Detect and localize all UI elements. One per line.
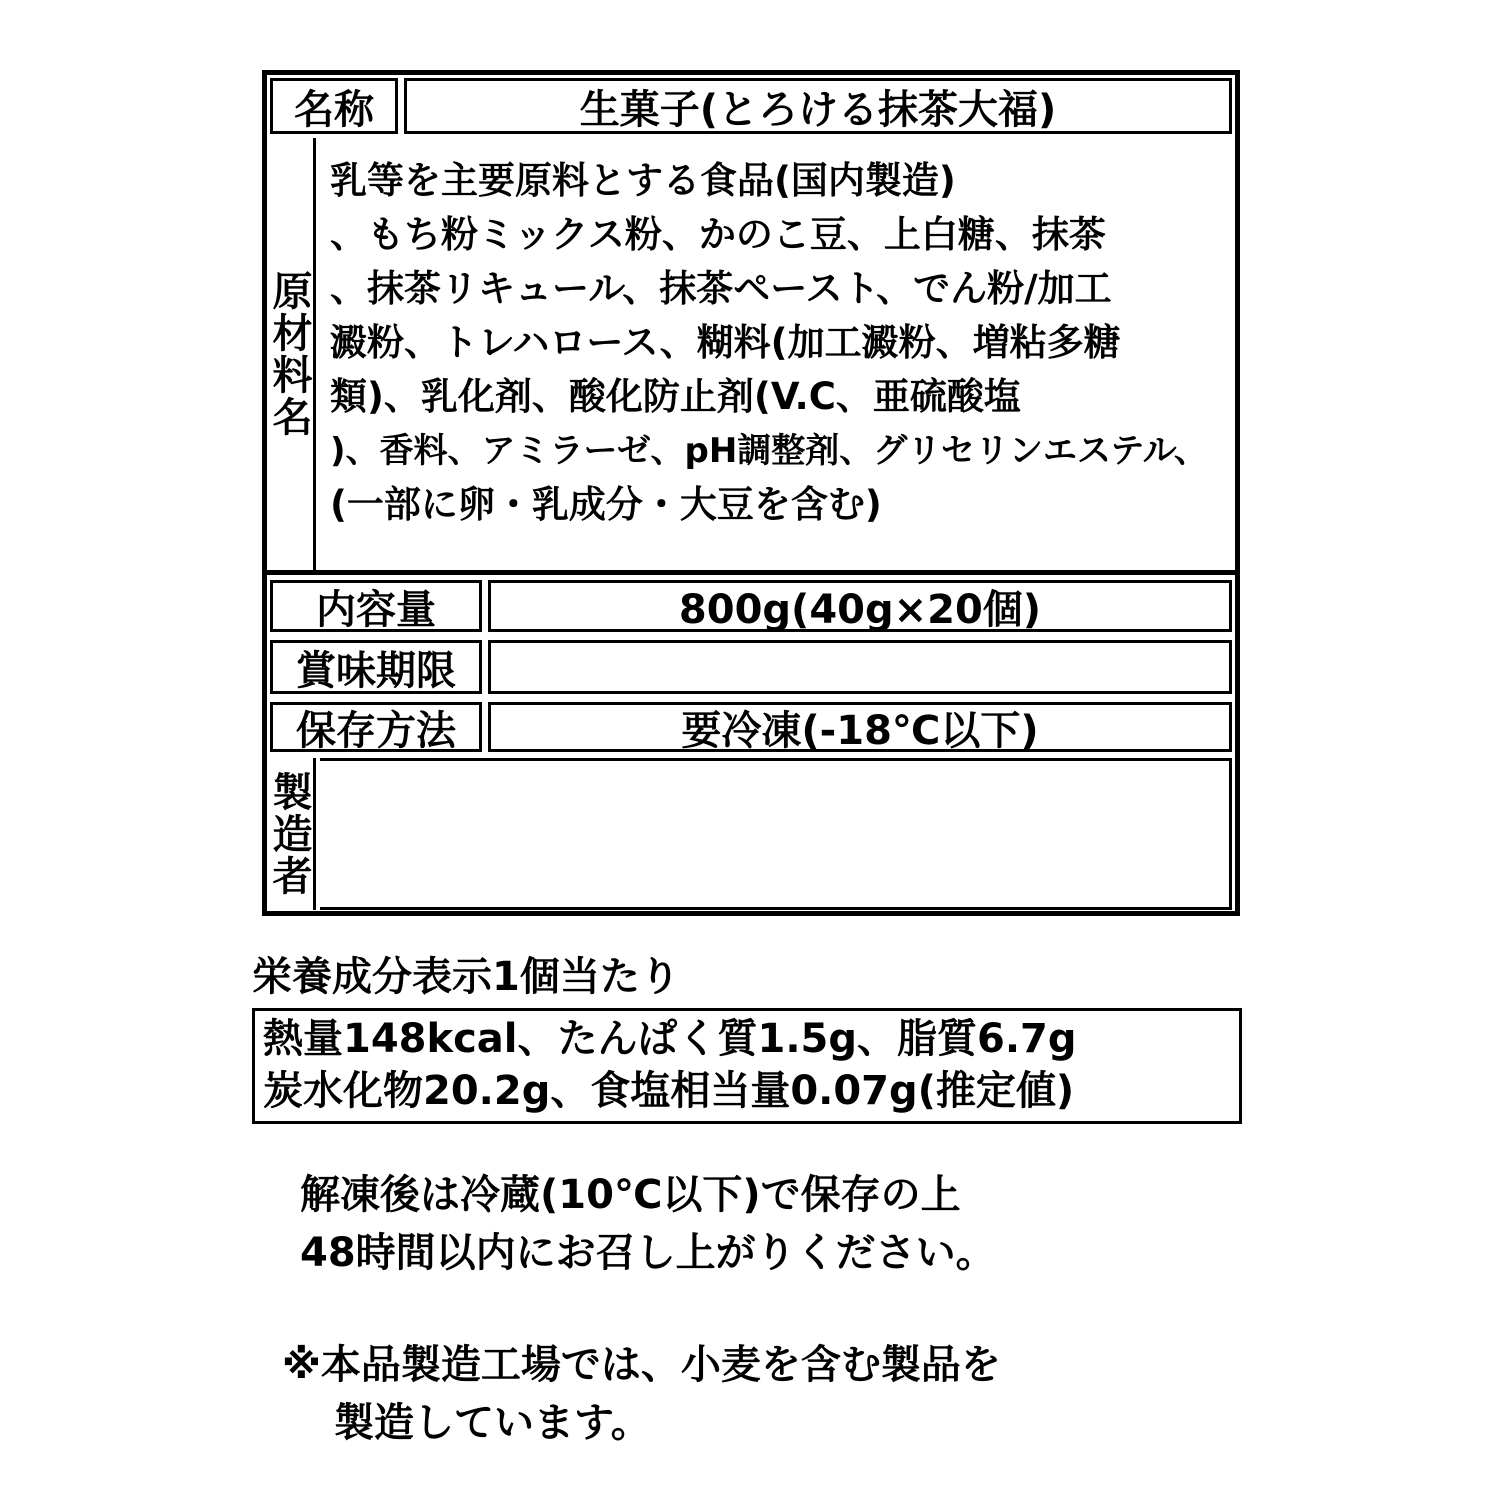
nutrition-line: 熱量148kcal、たんぱく質1.5g、脂質6.7g (263, 1016, 1077, 1062)
ingredients-line: 類)、乳化剤、酸化防止剤(V.C、亜硫酸塩 (330, 375, 1021, 418)
ingredients-line: (一部に卵・乳成分・大豆を含む) (330, 483, 882, 526)
allergen-note (282, 1336, 1001, 1452)
best-before-value (488, 640, 1232, 694)
allergen-note-line: 製造しています。 (334, 1400, 651, 1446)
storage-value: 要冷凍(-18℃以下) (488, 702, 1232, 752)
allergen-note-line: ※本品製造工場では、小麦を含む製品を (282, 1342, 1001, 1388)
manufacturer-value (320, 758, 1232, 910)
nutrition-title: 栄養成分表示1個当たり (252, 954, 680, 1000)
name-value: 生菓子(とろける抹茶大福) (404, 78, 1232, 134)
name-label: 名称 (270, 78, 398, 134)
ingredients-label: 原材料名 (266, 270, 312, 438)
thaw-note-line: 解凍後は冷蔵(10℃以下)で保存の上 (300, 1172, 961, 1218)
nutrition-line: 炭水化物20.2g、食塩相当量0.07g(推定値) (263, 1068, 1075, 1114)
best-before-label: 賞味期限 (270, 640, 482, 694)
manufacturer-label-cell (266, 758, 316, 910)
ingredients-label-cell (266, 138, 316, 570)
content-label: 内容量 (270, 580, 482, 632)
ingredients-line: 、抹茶リキュール、抹茶ペースト、でん粉/加工 (330, 267, 1112, 310)
content-value: 800g(40g×20個) (488, 580, 1232, 632)
ingredients-line: 乳等を主要原料とする食品(国内製造) (330, 159, 956, 202)
ingredients-list (330, 154, 1230, 532)
thaw-note-line: 48時間以内にお召し上がりください。 (300, 1230, 996, 1276)
ingredients-divider (266, 570, 1236, 575)
ingredients-line: 、もち粉ミックス粉、かのこ豆、上白糖、抹茶 (330, 213, 1106, 256)
nutrition-facts-box (252, 1008, 1242, 1124)
manufacturer-label: 製造者 (266, 771, 312, 897)
thaw-note (300, 1166, 996, 1282)
storage-label: 保存方法 (270, 702, 482, 752)
ingredients-line: 澱粉、トレハロース、糊料(加工澱粉、増粘多糖 (330, 321, 1121, 364)
ingredients-line: )、香料、アミラーゼ、pH調整剤、グリセリンエステル、 (330, 431, 1208, 471)
